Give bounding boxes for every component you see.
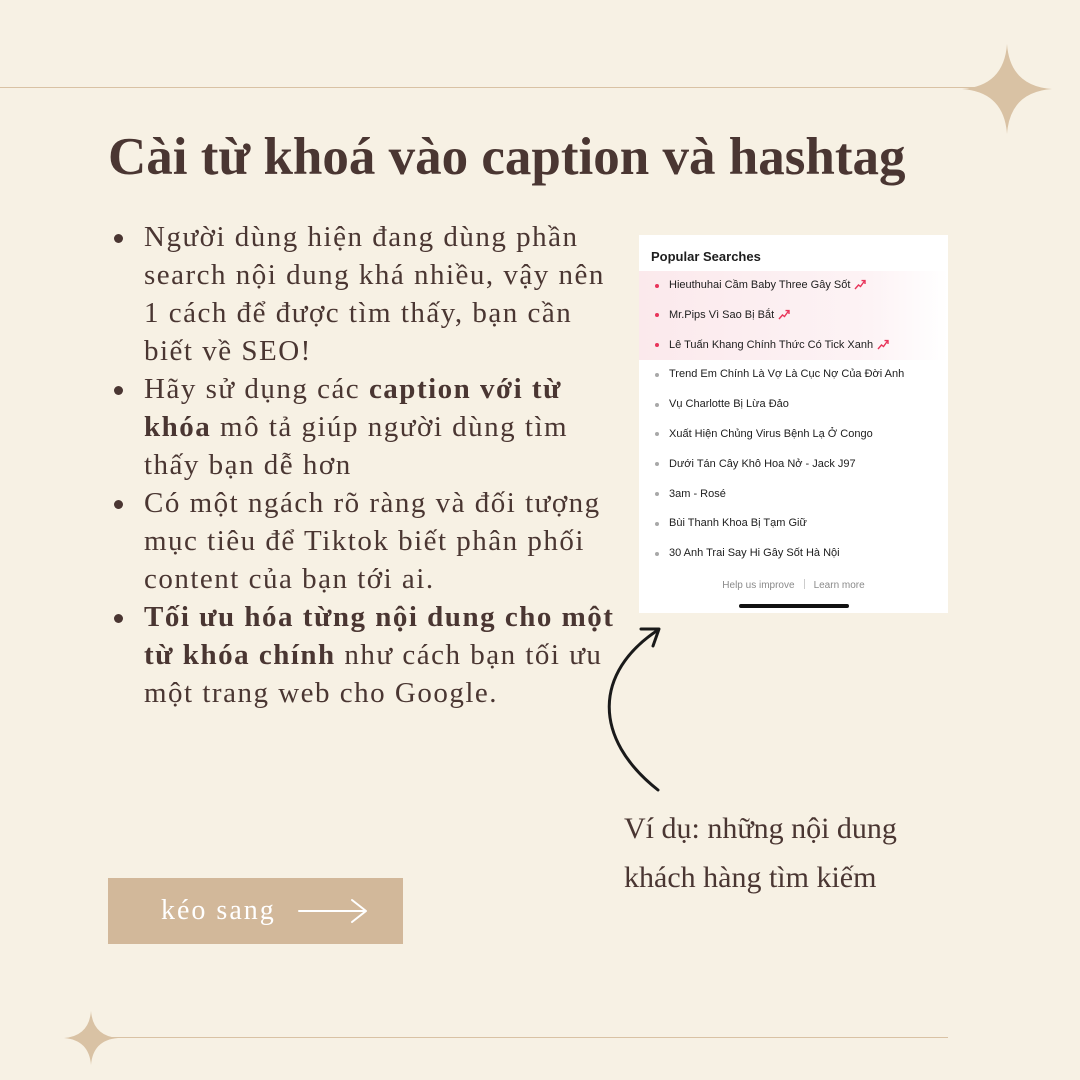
search-item[interactable] — [639, 509, 948, 539]
bullet-dot — [655, 492, 659, 496]
trending-up-icon — [778, 309, 790, 320]
footer-separator — [804, 579, 805, 589]
bullet-dot — [655, 552, 659, 556]
learn-more-link[interactable]: Learn more — [813, 580, 865, 591]
search-item[interactable] — [639, 420, 948, 450]
tip-item: Tối ưu hóa từng nội dung cho một từ khóa chính như cách bạn tối ưu một trang web cho Google. — [110, 598, 615, 712]
search-item[interactable] — [639, 539, 948, 569]
popular-searches-screenshot — [639, 235, 948, 613]
popular-searches-title: Popular Searches — [651, 249, 761, 264]
search-term: Lê Tuấn Khang Chính Thức Có Tick Xanh — [669, 338, 874, 351]
tips-list — [110, 218, 615, 712]
swipe-next-label: kéo sang — [161, 895, 276, 926]
top-divider — [0, 87, 1010, 88]
trending-up-icon — [854, 279, 866, 290]
search-term: Dưới Tán Cây Khô Hoa Nở - Jack J97 — [669, 457, 856, 470]
home-indicator — [739, 604, 849, 608]
search-term: 3am - Rosé — [669, 487, 726, 500]
search-item[interactable] — [639, 360, 948, 390]
search-term: Trend Em Chính Là Vợ Là Cục Nợ Của Đời Anh — [669, 368, 905, 381]
search-term: Xuất Hiện Chủng Virus Bệnh Lạ Ở Congo — [669, 427, 873, 440]
keyword-highlight: caption với từ khóa — [144, 373, 562, 443]
tip-item: Người dùng hiện đang dùng phần search nội dung khá nhiều, vậy nên 1 cách để được tìm thấy, bạn cần biết về SEO! — [110, 218, 615, 370]
trending-up-icon — [877, 339, 889, 350]
search-term: Bùi Thanh Khoa Bị Tạm Giữ — [669, 517, 807, 530]
page-title: Cài từ khoá vào caption và hashtag — [108, 128, 906, 186]
arrow-right-icon — [297, 898, 369, 924]
curved-arrow-icon — [600, 620, 670, 795]
screenshot-footer — [639, 579, 948, 591]
example-caption — [624, 804, 897, 902]
bullet-dot — [655, 343, 659, 347]
popular-searches-list — [639, 271, 948, 569]
bullet-dot — [655, 313, 659, 317]
help-us-improve-link[interactable]: Help us improve — [722, 580, 795, 591]
search-item[interactable] — [639, 450, 948, 480]
bullet-dot — [655, 462, 659, 466]
search-term: 30 Anh Trai Say Hi Gây Sốt Hà Nội — [669, 547, 840, 560]
search-item[interactable] — [639, 480, 948, 510]
search-term: Mr.Pips Vì Sao Bị Bắt — [669, 308, 775, 321]
bullet-dot — [655, 522, 659, 526]
sparkle-icon — [962, 44, 1052, 134]
sparkle-icon — [64, 1011, 118, 1065]
search-item[interactable] — [639, 331, 948, 361]
search-item[interactable] — [639, 390, 948, 420]
bullet-dot — [655, 403, 659, 407]
search-item[interactable] — [639, 301, 948, 331]
bullet-dot — [655, 432, 659, 436]
search-term: Hieuthuhai Cầm Baby Three Gây Sốt — [669, 279, 851, 291]
keyword-highlight: Tối ưu hóa từng nội dung cho một từ khóa chính — [144, 601, 615, 671]
search-item[interactable] — [639, 271, 948, 301]
tip-item: Có một ngách rõ ràng và đối tượng mục tiêu để Tiktok biết phân phối content của bạn tới ai. — [110, 484, 615, 598]
search-term: Vụ Charlotte Bị Lừa Đảo — [669, 398, 789, 411]
caption-line: khách hàng tìm kiếm — [624, 861, 877, 894]
swipe-next-button[interactable] — [108, 878, 403, 944]
bullet-dot — [655, 284, 659, 288]
bullet-dot — [655, 373, 659, 377]
tip-item: Hãy sử dụng các caption với từ khóa mô tả giúp người dùng tìm thấy bạn dễ hơn — [110, 370, 615, 484]
bottom-divider — [85, 1037, 948, 1038]
caption-line: Ví dụ: những nội dung — [624, 812, 897, 845]
